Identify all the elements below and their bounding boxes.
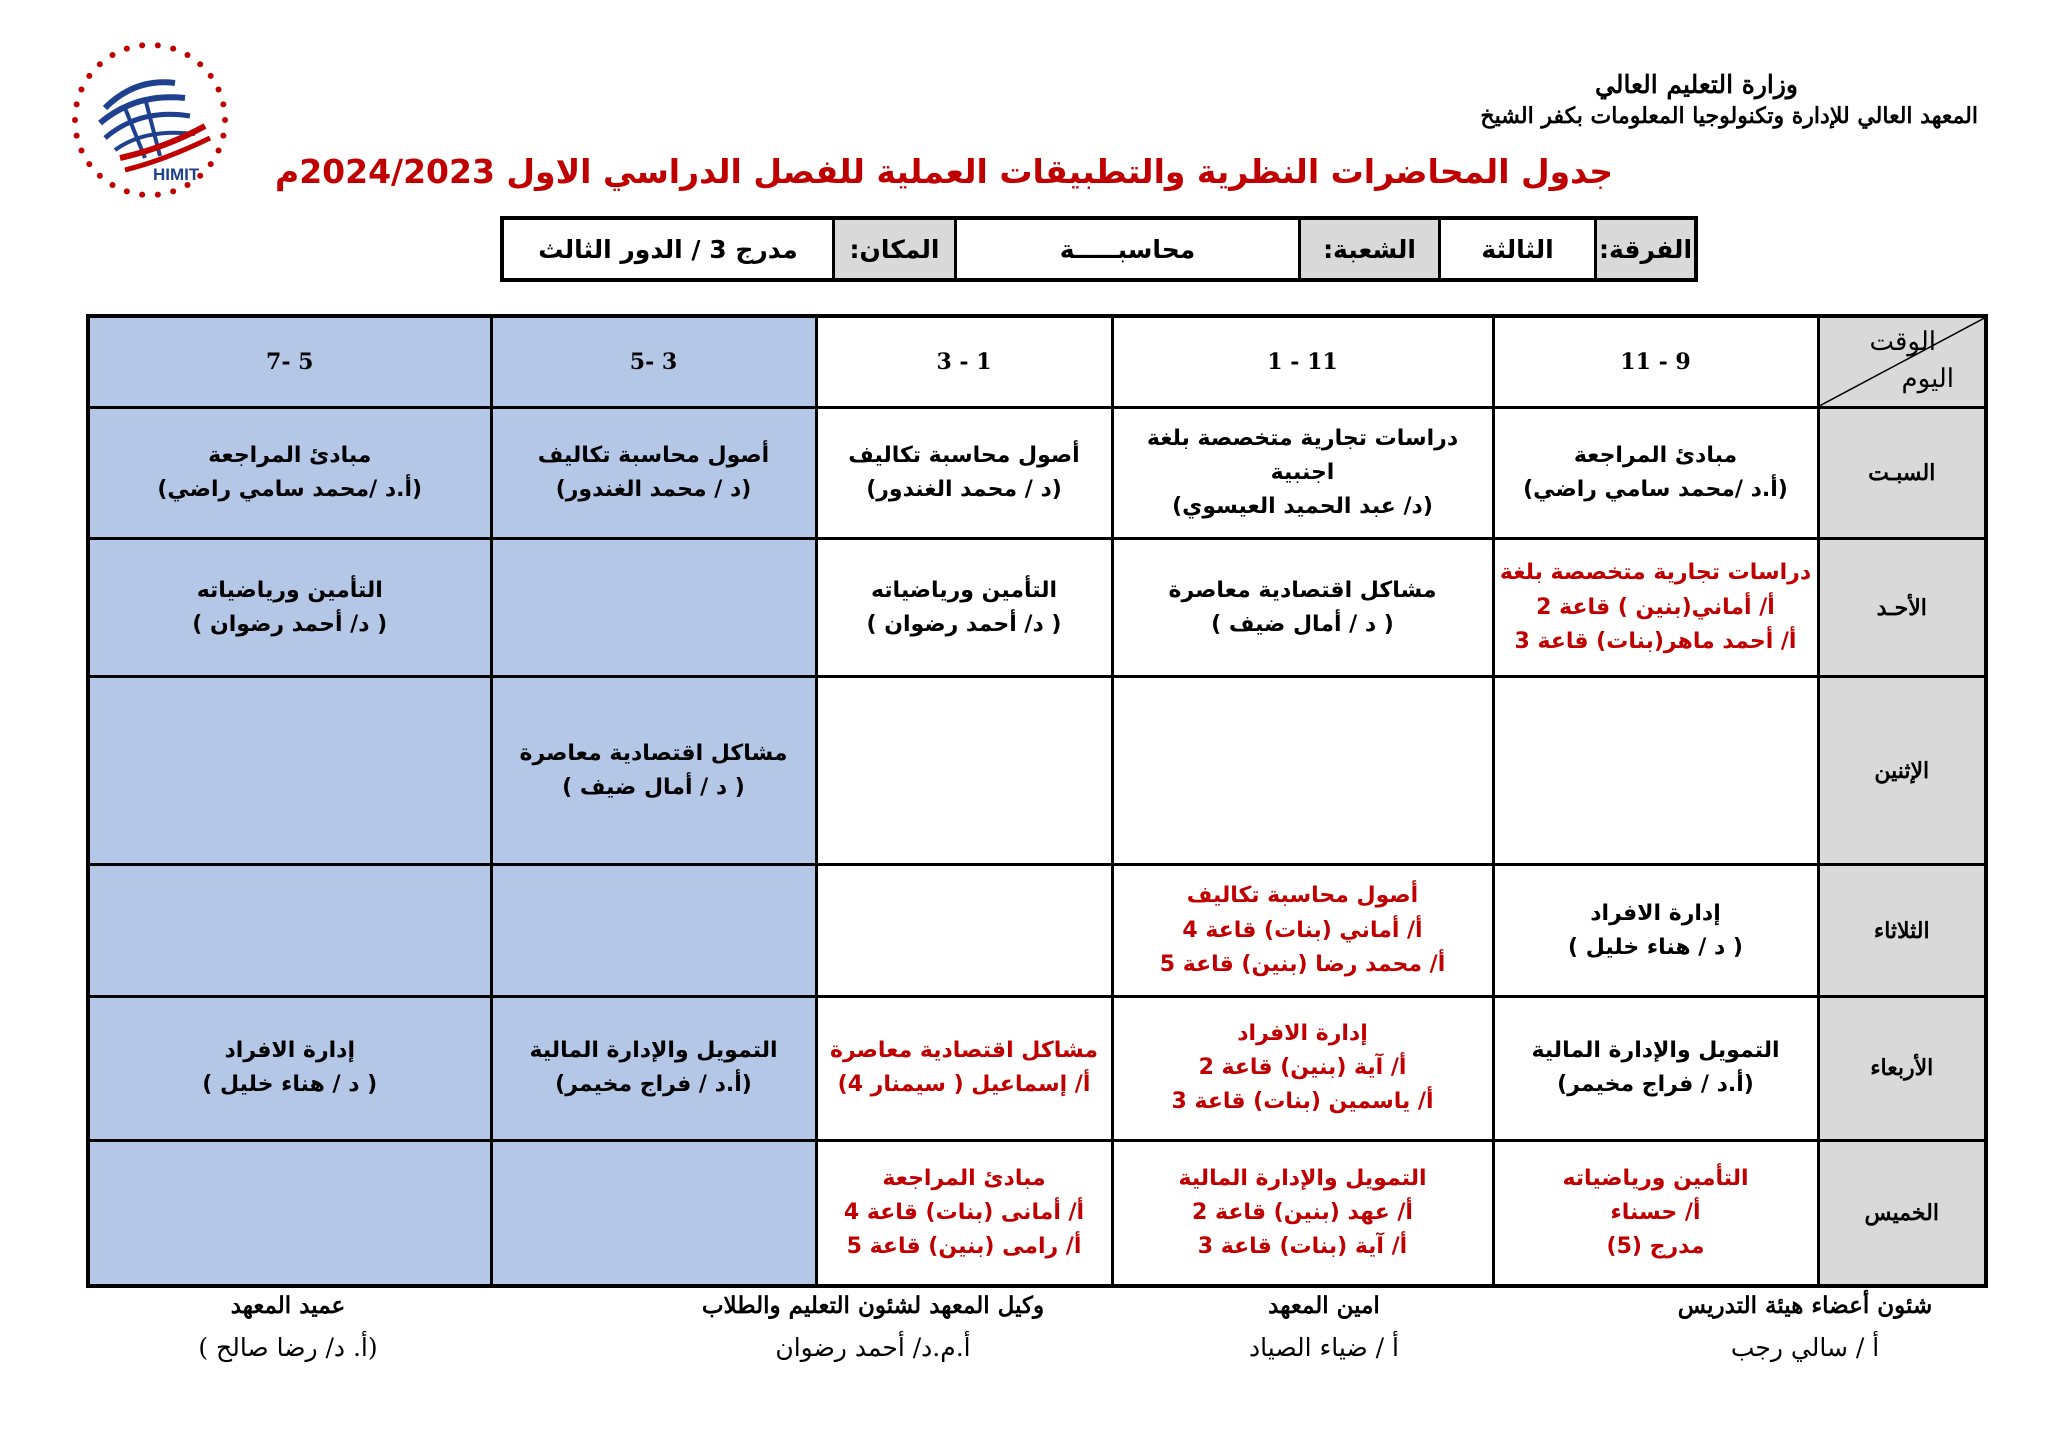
schedule-cell: [1112, 407, 1493, 539]
course-name: مبادئ المراجعة: [882, 1165, 1046, 1191]
logo-star: [72, 117, 78, 123]
logo-star: [185, 52, 191, 58]
instructor-line: ( د / هناء خليل ): [202, 1072, 378, 1098]
day-label: الخميس: [1818, 1140, 1986, 1286]
page-title: [0, 152, 2048, 191]
day-label: الثلاثاء: [1818, 865, 1986, 997]
ministry-name: وزارة التعليم العالي: [1595, 70, 1798, 99]
division-label: الشعبة:: [1298, 220, 1438, 278]
table-row: [88, 539, 1986, 677]
instructor-line: أ/ آية (بنات) قاعة 3: [1197, 1233, 1408, 1259]
course-name: إدارة الافراد: [1237, 1021, 1368, 1047]
schedule-cell: [88, 539, 491, 677]
instructor-line: (أ.د / فراج مخيمر): [1557, 1072, 1754, 1098]
signature-name: أ / ضياء الصياد: [1249, 1333, 1399, 1362]
schedule-cell: [1493, 539, 1818, 677]
schedule-cell: [1112, 865, 1493, 997]
schedule-cell: [491, 676, 816, 864]
instructor-line: (أ.د / فراج مخيمر): [555, 1072, 752, 1098]
schedule-cell: [1112, 539, 1493, 677]
instructor-line: أ/ أماني(بنين ) قاعة 2: [1536, 594, 1775, 620]
logo-star: [220, 133, 226, 139]
level-label: الفرقة:: [1594, 220, 1694, 278]
logo-star: [86, 73, 92, 79]
schedule-cell: [1493, 676, 1818, 864]
logo-star: [78, 86, 84, 92]
day-label: الأحـد: [1818, 539, 1986, 677]
signature-title: شئون أعضاء هيئة التدريس: [1677, 1292, 1933, 1319]
instructor-line: أ/ أماني (بنات) قاعة 4: [1182, 917, 1423, 943]
schedule-cell: [1493, 865, 1818, 997]
course-name: دراسات تجارية متخصصة بلغة: [1499, 560, 1812, 586]
logo-star: [155, 192, 161, 198]
schedule-cell: [491, 1140, 816, 1286]
logo-text: HIMIT: [153, 165, 200, 184]
logo-star: [97, 61, 103, 67]
table-row: [88, 996, 1986, 1140]
header-block: [1480, 70, 1978, 129]
schedule-cell: [816, 676, 1112, 864]
schedule-cell: [1112, 1140, 1493, 1286]
instructor-line: ( د/ أحمد رضوان ): [866, 611, 1062, 637]
corner-day-label: اليوم: [1901, 364, 1954, 395]
instructor-line: ( د / أمال ضيف ): [562, 774, 745, 800]
logo-star: [139, 192, 145, 198]
table-row: [88, 1140, 1986, 1286]
course-name: التمويل والإدارة المالية: [1178, 1165, 1427, 1191]
page-title-text: جدول المحاضرات النظرية والتطبيقات العملية للفصل الدراسي الاول 2024/2023م: [275, 152, 1613, 191]
day-label: الأربعاء: [1818, 996, 1986, 1140]
course-name: إدارة الافراد: [224, 1038, 356, 1064]
instructor-line: أ/ آية (بنين) قاعة 2: [1198, 1055, 1407, 1081]
table-row: [88, 407, 1986, 539]
instructor-line: أ/ ياسمين (بنات) قاعة 3: [1171, 1089, 1434, 1115]
logo-star: [197, 61, 203, 67]
instructor-line: (أ.د /محمد سامي راضي): [1523, 476, 1788, 502]
instructor-line: (د/ عبد الحميد العيسوي): [1172, 493, 1433, 519]
instructor-line: أ/ حسناء: [1610, 1199, 1701, 1225]
schedule-cell: [816, 865, 1112, 997]
period-header: 3 -5: [491, 316, 816, 407]
instructor-line: ( د / أمال ضيف ): [1211, 611, 1394, 637]
schedule-cell: [1493, 996, 1818, 1140]
level-value: الثالثة: [1438, 220, 1594, 278]
instructor-line: أ/ أمانى (بنات) قاعة 4: [843, 1199, 1085, 1225]
table-row: [88, 676, 1986, 864]
schedule-cell: [1112, 996, 1493, 1140]
signature-block: [653, 1292, 1093, 1362]
instructor-line: (د / محمد الغندور): [866, 476, 1062, 502]
schedule-cell: [88, 865, 491, 997]
logo-star: [208, 73, 214, 79]
course-name: مبادئ المراجعة: [1573, 442, 1738, 468]
course-name: التمويل والإدارة المالية: [529, 1038, 778, 1064]
course-name: مشاكل اقتصادية معاصرة: [1168, 577, 1437, 603]
schedule-cell: [1112, 676, 1493, 864]
course-name: أصول محاسبة تكاليف: [848, 442, 1080, 468]
schedule-cell: [491, 996, 816, 1140]
schedule-cell: [1493, 407, 1818, 539]
period-header: 5 -7: [88, 316, 491, 407]
logo-star: [124, 46, 130, 52]
course-name: التأمين ورياضياته: [196, 577, 383, 603]
instructor-line: أ/ رامى (بنين) قاعة 5: [846, 1233, 1082, 1259]
course-name: إدارة الافراد: [1590, 900, 1721, 926]
schedule-cell: [816, 996, 1112, 1140]
instructor-line: (د / محمد الغندور): [555, 476, 752, 502]
logo-star: [139, 42, 145, 48]
institute-name: المعهد العالي للإدارة وتكنولوجيا المعلومات بكفر الشيخ: [1480, 103, 1978, 129]
signature-name: أ / سالي رجب: [1730, 1333, 1880, 1362]
place-value: مدرج 3 / الدور الثالث: [538, 234, 798, 264]
logo-star: [74, 101, 80, 107]
signature-block: [68, 1292, 508, 1362]
course-name: دراسات تجارية متخصصة بلغة اجنبية: [1146, 425, 1459, 485]
signature-title: امين المعهد: [1268, 1292, 1380, 1319]
instructor-line: ( د / هناء خليل ): [1568, 934, 1743, 960]
instructor-line: ( د/ أحمد رضوان ): [192, 611, 388, 637]
logo-star: [222, 117, 228, 123]
instructor-line: أ/ إسماعيل ( سيمنار 4): [837, 1072, 1091, 1098]
info-bar: [500, 216, 1698, 282]
instructor-line: أ/ أحمد ماهر(بنات) قاعة 3: [1514, 628, 1797, 654]
signature-title: عميد المعهد: [230, 1292, 346, 1319]
day-label: السبـت: [1818, 407, 1986, 539]
logo-star: [110, 52, 116, 58]
logo-star: [220, 101, 226, 107]
schedule-cell: [816, 1140, 1112, 1286]
period-header: 11 - 1: [1112, 316, 1493, 407]
signature-block: [1585, 1292, 2025, 1362]
course-name: التأمين ورياضياته: [1562, 1165, 1749, 1191]
period-header: 9 - 11: [1493, 316, 1818, 407]
signature-name: (أ. د/ رضا صالح ): [198, 1333, 378, 1362]
signature-block: [1104, 1292, 1544, 1362]
logo-star: [155, 42, 161, 48]
table-row: [88, 865, 1986, 997]
schedule-cell: [88, 1140, 491, 1286]
logo-star: [216, 86, 222, 92]
schedule-cell: [88, 676, 491, 864]
day-label: الإثنين: [1818, 676, 1986, 864]
corner-cell: [1818, 316, 1986, 407]
course-name: مشاكل اقتصادية معاصرة: [829, 1038, 1098, 1064]
period-header: 1 - 3: [816, 316, 1112, 407]
schedule-cell: [816, 539, 1112, 677]
signature-title: وكيل المعهد لشئون التعليم والطلاب: [701, 1292, 1045, 1319]
schedule-cell: [816, 407, 1112, 539]
instructor-line: مدرج (5): [1606, 1233, 1705, 1259]
schedule-cell: [491, 539, 816, 677]
signature-name: أ.م.د/ أحمد رضوان: [775, 1333, 971, 1362]
header-row: [88, 316, 1986, 407]
course-name: التأمين ورياضياته: [870, 577, 1058, 603]
course-name: أصول محاسبة تكاليف: [537, 442, 770, 468]
instructor-line: (أ.د /محمد سامي راضي): [157, 476, 423, 502]
instructor-line: أ/ عهد (بنين) قاعة 2: [1192, 1199, 1413, 1225]
course-name: التمويل والإدارة المالية: [1531, 1038, 1780, 1064]
course-name: مشاكل اقتصادية معاصرة: [519, 740, 788, 766]
schedule-cell: [491, 407, 816, 539]
schedule-table: [86, 314, 1988, 1288]
instructor-line: أ/ محمد رضا (بنين) قاعة 5: [1159, 951, 1446, 977]
logo-star: [74, 133, 80, 139]
place-label: المكان:: [832, 220, 954, 278]
schedule-cell: [88, 996, 491, 1140]
schedule-cell: [491, 865, 816, 997]
division-value: محاسبـــــة: [954, 220, 1298, 278]
logo-star: [170, 46, 176, 52]
course-name: مبادئ المراجعة: [208, 442, 372, 468]
course-name: أصول محاسبة تكاليف: [1186, 883, 1419, 909]
schedule-cell: [88, 407, 491, 539]
corner-time-label: الوقت: [1869, 327, 1936, 357]
schedule-cell: [1493, 1140, 1818, 1286]
